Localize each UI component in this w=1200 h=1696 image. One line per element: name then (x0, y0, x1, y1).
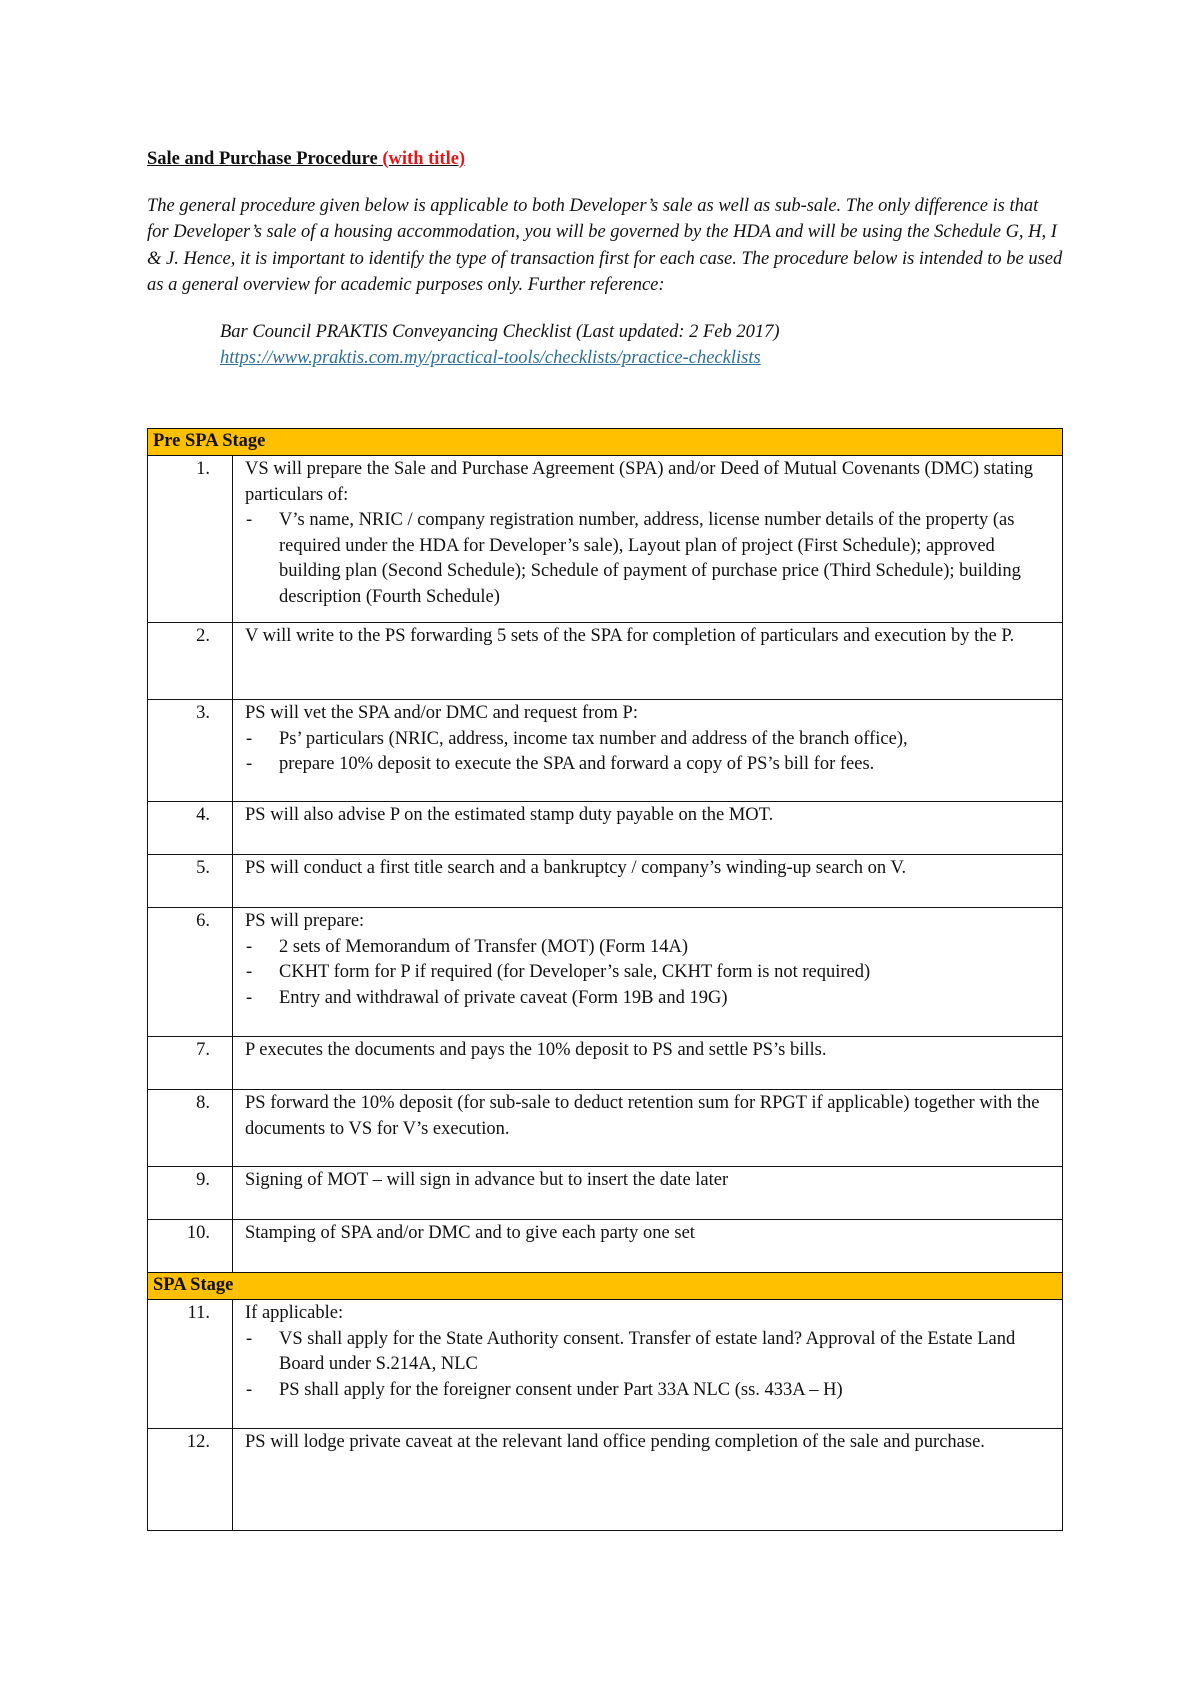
step-number: 4. (148, 802, 233, 855)
step-list (245, 1327, 1054, 1404)
step-number: 2. (148, 623, 233, 700)
list-item: - PS shall apply for the foreigner consent under Part 33A NLC (ss. 433A – H) (245, 1378, 1054, 1404)
table-row (148, 1090, 1063, 1167)
step-text: PS forward the 10% deposit (for sub-sale to deduct retention sum for RPGT if applicable) together with the documents to VS for V’s execution. (245, 1093, 1040, 1139)
step-number: 9. (148, 1167, 233, 1220)
list-item: - prepare 10% deposit to execute the SPA and forward a copy of PS’s bill for fees. (245, 752, 1054, 778)
list-item: - VS shall apply for the State Authority consent. Transfer of estate land? Approval of the Estate Land Board under S.214A, NLC (245, 1327, 1054, 1378)
step-number: 7. (148, 1037, 233, 1090)
table-row (148, 1037, 1063, 1090)
table-row (148, 700, 1063, 802)
step-text: PS will lodge private caveat at the relevant land office pending completion of the sale and purchase. (245, 1432, 985, 1452)
table-row (148, 1429, 1063, 1531)
document-content (147, 146, 1063, 1452)
list-item: - 2 sets of Memorandum of Transfer (MOT) (Form 14A) (245, 935, 1054, 961)
list-item: - Ps’ particulars (NRIC, address, income tax number and address of the branch office), (245, 727, 1054, 753)
step-text: Signing of MOT – will sign in advance but to insert the date later (245, 1170, 729, 1190)
reference-block (220, 319, 1063, 371)
step-list (245, 508, 1054, 610)
step-text: P executes the documents and pays the 10% deposit to PS and settle PS’s bills. (245, 1040, 827, 1060)
table-row (148, 1167, 1063, 1220)
step-number: 11. (148, 1300, 233, 1429)
step-number: 3. (148, 700, 233, 802)
step-text: If applicable: (245, 1303, 344, 1323)
stage-header-spa: SPA Stage (148, 1273, 1063, 1300)
step-text: PS will vet the SPA and/or DMC and request from P: (245, 703, 638, 723)
step-text: Stamping of SPA and/or DMC and to give each party one set (245, 1223, 695, 1243)
step-text: VS will prepare the Sale and Purchase Agreement (SPA) and/or Deed of Mutual Covenants (DMC) stating particulars of: (245, 459, 1033, 505)
step-text: PS will prepare: (245, 911, 365, 931)
list-item: - V’s name, NRIC / company registration number, address, license number details of the property (as required under the HDA for Developer’s sale), Layout plan of project (First Schedule); approved building plan (Second Schedule); Schedule of payment of purchase price (Third Schedule); building description (Fourth Schedule) (245, 508, 1054, 610)
step-text: PS will conduct a first title search and a bankruptcy / company’s winding-up search on V. (245, 858, 907, 878)
step-text: PS will also advise P on the estimated stamp duty payable on the MOT. (245, 805, 774, 825)
table-row (148, 908, 1063, 1037)
list-item: - Entry and withdrawal of private caveat (Form 19B and 19G) (245, 986, 1054, 1012)
reference-link[interactable]: https://www.praktis.com.my/practical-tools/checklists/practice-checklists (220, 348, 761, 369)
step-number: 5. (148, 855, 233, 908)
step-number: 10. (148, 1220, 233, 1273)
list-item: - CKHT form for P if required (for Developer’s sale, CKHT form is not required) (245, 960, 1054, 986)
table-row (148, 623, 1063, 700)
document-title: Sale and Purchase Procedure (with title) (147, 149, 466, 169)
table-row (148, 1300, 1063, 1429)
step-list (245, 727, 1054, 778)
step-number: 6. (148, 908, 233, 1037)
intro-paragraph: The general procedure given below is applicable to both Developer’s sale as well as sub-sale. The only difference is that for Developer’s sale of a housing accommodation, you will be governed by the HDA and will be using the Schedule G, H, I & J. Hence, it is important to identify the type of transaction first for each case. The procedure below is intended to be used as a general overview for academic purposes only. Further reference: (147, 196, 1063, 295)
table-row (148, 855, 1063, 908)
title-tag: (with title) (382, 149, 466, 169)
step-number: 8. (148, 1090, 233, 1167)
table-row (148, 456, 1063, 623)
step-number: 1. (148, 456, 233, 623)
step-list (245, 935, 1054, 1012)
table-row (148, 802, 1063, 855)
reference-label: Bar Council PRAKTIS Conveyancing Checklist (Last updated: 2 Feb 2017) (220, 322, 780, 343)
step-text: V will write to the PS forwarding 5 sets of the SPA for completion of particulars and execution by the P. (245, 626, 1015, 646)
procedure-table (147, 428, 1063, 1531)
stage-header-pre-spa: Pre SPA Stage (148, 429, 1063, 456)
table-row (148, 1220, 1063, 1273)
step-number: 12. (148, 1429, 233, 1531)
